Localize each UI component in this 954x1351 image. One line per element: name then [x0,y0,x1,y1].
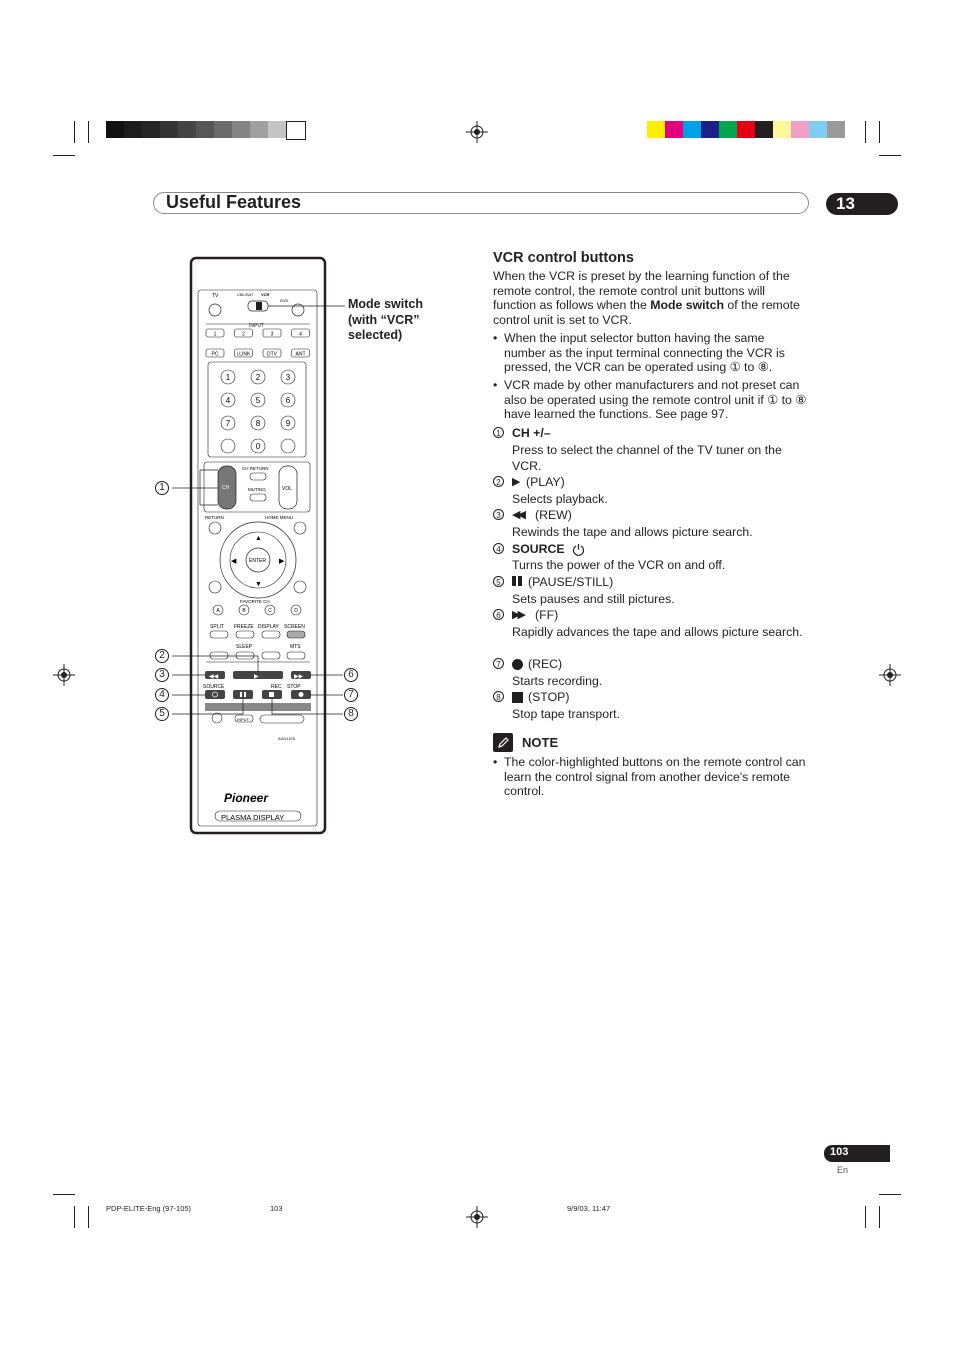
registration-mark-icon [466,1206,488,1228]
item-desc: Turns the power of the VCR on and off. [512,558,726,572]
footer-page: 103 [270,1204,283,1213]
svg-text:▶: ▶ [279,558,285,565]
item-title: SOURCE [512,542,565,556]
registration-mark-icon [879,664,901,686]
input-button-label: 4 [299,331,302,338]
color-swatch [809,121,827,138]
bullet-1-text: When the input selector button having the same number as the input terminal connecting the VCR is pressed, the VCR can be operated using ① to ⑧. [504,331,785,375]
page-number-tab [824,1145,890,1162]
gray-swatch [160,121,178,138]
power-icon [572,543,585,556]
return-label: RETURN [205,515,224,520]
source-button-label: ANT [295,351,306,358]
sleep-label: SLEEP [236,644,253,650]
item-title: (FF) [535,608,559,622]
mode-switch-callout: Mode switch (with “VCR” selected) [348,297,424,342]
color-swatch [755,121,773,138]
item-title: CH +/– [512,426,551,440]
color-swatch [701,121,719,138]
ch-return-label: CH RETURN [242,466,269,471]
dvd-label: DVD [280,298,289,303]
ch-label: CH [222,485,230,491]
intro-paragraph [493,269,808,327]
callout-2: 2 [155,649,169,663]
keypad-label: 3 [285,373,291,382]
note-icon [493,733,513,752]
crop-mark [865,121,866,143]
item-desc: Rapidly advances the tape and allows picture search. [512,625,803,639]
home-menu-label: HOME MENU [265,515,293,520]
tv-label: TV [212,293,219,299]
input-button-label: 2 [242,331,245,338]
input-button-label: 3 [270,331,274,338]
item-title: (STOP) [528,690,570,704]
gray-swatch [124,121,142,138]
gray-swatch [142,121,160,138]
keypad-label: 2 [255,373,261,382]
gray-swatch [232,121,250,138]
item-desc: Sets pauses and still pictures. [512,592,675,606]
screen-label: SCREEN [284,624,305,630]
source-label: SOURCE [203,684,225,690]
chapter-number: 13 [836,194,855,213]
item-number: 8 [493,691,504,702]
stop-label: STOP [287,684,301,690]
item-title: (REW) [535,508,572,522]
freeze-label: FREEZE [234,624,254,630]
pause-icon [512,576,516,586]
item-number: 4 [493,543,504,554]
brand-logo: Pioneer [224,791,269,805]
item-desc: Press to select the channel of the TV tuner on the VCR. [512,443,782,473]
gray-swatch [196,121,214,138]
fast-forward-icon: ▶▶ [512,609,523,621]
item-number: 6 [493,609,504,620]
item-desc: Selects playback. [512,492,608,506]
keypad-label: 6 [285,396,291,405]
color-swatch [647,121,665,138]
gray-swatch [268,121,286,138]
favorite-label: A [216,608,220,614]
favorite-ch-label: FAVORITE CH [240,599,270,604]
bullet-1: • When the input selector button having the same number as the input terminal connecting the VCR is pressed, the VCR can be operated using ① to ⑧. [493,331,808,375]
plasma-label: PLASMA DISPLAY [221,813,285,822]
bullet-2-text: VCR made by other manufacturers and not preset can also be operated using the remote control unit if ① to ⑧ have learned the functions. See page 97. [504,378,807,422]
note-text: The color-highlighted buttons on the remote control can learn the control signal from another device's remote control. [504,755,806,799]
callout-7: 7 [344,688,358,702]
callout-1: 1 [155,481,169,495]
intro-text: When the VCR is preset by the learning function of the remote control, the remote control unit buttons will function as follows when the [493,269,790,313]
color-swatch [719,121,737,138]
svg-text:▲: ▲ [255,535,262,542]
crop-mark [88,121,89,143]
keypad-label: 7 [225,419,231,428]
footer-timestamp: 9/9/03, 11:47 [567,1204,611,1213]
footer-filename: PDP-ELITE-Eng (97-105) [106,1204,192,1213]
source-button-label: i.LINK [236,351,251,358]
color-swatch [791,121,809,138]
intro-end: of the remote control unit is set to VCR. [493,298,800,327]
play-icon: ▶ [512,476,521,488]
source-button-label: DTV [267,351,277,358]
display-label: DISPLAY [258,624,279,630]
input-small-label: INPUT [237,717,249,722]
mts-label: MTS [290,644,301,650]
crop-mark [879,1194,901,1195]
item-title: (PAUSE/STILL) [528,575,614,589]
item-title: (REC) [528,657,563,671]
keypad-label: 5 [255,396,261,405]
muting-label: MUTING [248,487,266,492]
bullet-2: • VCR made by other manufacturers and not preset can also be operated using the remote control unit if ① to ⑧ have learned the functions. See page 97. [493,378,807,422]
item-desc: Stop tape transport. [512,707,621,721]
gray-swatch [286,121,306,140]
crop-mark [53,155,75,156]
gray-swatch [106,121,124,138]
svg-text:▶▶: ▶▶ [294,674,304,680]
note-bullet: • The color-highlighted buttons on the remote control can learn the control signal from another device's remote control. [493,755,808,799]
note-title: NOTE [522,735,559,750]
section-title-bar [153,192,809,214]
color-swatch [665,121,683,138]
vol-label: VOL [282,486,293,492]
svg-text:▶: ▶ [254,674,259,680]
item-number: 3 [493,509,504,520]
favorite-label: C [268,608,272,614]
item-desc: Rewinds the tape and allows picture search. [512,525,753,539]
callout-6: 6 [344,668,358,682]
input-button-label: 1 [213,331,217,338]
registration-mark-icon [466,121,488,143]
chapter-badge [826,193,898,215]
intro-bold: Mode switch [650,298,725,313]
crop-mark [88,1206,89,1228]
color-swatch [683,121,701,138]
favorite-label: D [294,608,298,614]
keypad-label: 4 [225,396,231,405]
item-number: 2 [493,476,504,487]
callout-4: 4 [155,688,169,702]
callout-3: 3 [155,668,169,682]
callout-8: 8 [344,707,358,721]
color-swatch [773,121,791,138]
registration-mark-icon [53,664,75,686]
callout-5: 5 [155,707,169,721]
favorite-label: B [242,608,246,614]
svg-text:◀◀: ◀◀ [209,674,219,680]
item-number: 5 [493,576,504,587]
stop-icon [512,692,523,703]
keypad-label: 0 [255,442,261,451]
crop-mark [879,155,901,156]
crop-mark [879,121,880,143]
gray-swatch [178,121,196,138]
keypad-label: 1 [225,373,231,382]
gray-swatch [214,121,232,138]
source-button-label: PC [211,351,219,358]
color-swatch [827,121,845,138]
item-desc: Starts recording. [512,674,603,688]
item-number: 7 [493,658,504,669]
section-title: Useful Features [166,192,302,212]
svg-text:▼: ▼ [255,581,262,588]
record-icon [512,659,523,670]
item-title: (PLAY) [526,475,565,489]
section-heading: VCR control buttons [493,250,634,266]
crop-mark [74,121,75,143]
enter-label: ENTER [249,558,266,564]
language-label: En [837,1165,849,1175]
page-number: 103 [830,1146,849,1158]
input-label: INPUT [249,323,264,329]
crop-mark [53,1194,75,1195]
rewind-icon: ◀◀ [512,509,523,521]
split-label: SPLIT [210,624,224,630]
cbl-sat-label: CBL/SAT [237,292,254,297]
svg-text:◀: ◀ [231,558,237,565]
item-number: 1 [493,427,504,438]
crop-mark [865,1206,866,1228]
crop-mark [74,1206,75,1228]
gray-swatch [250,121,268,138]
model-code: AXD1476 [278,736,296,741]
keypad-label: 9 [285,419,291,428]
keypad-label: 8 [255,419,261,428]
rec-label: REC [271,684,282,690]
color-swatch [737,121,755,138]
crop-mark [879,1206,880,1228]
vcr-label: VCR [261,292,270,297]
